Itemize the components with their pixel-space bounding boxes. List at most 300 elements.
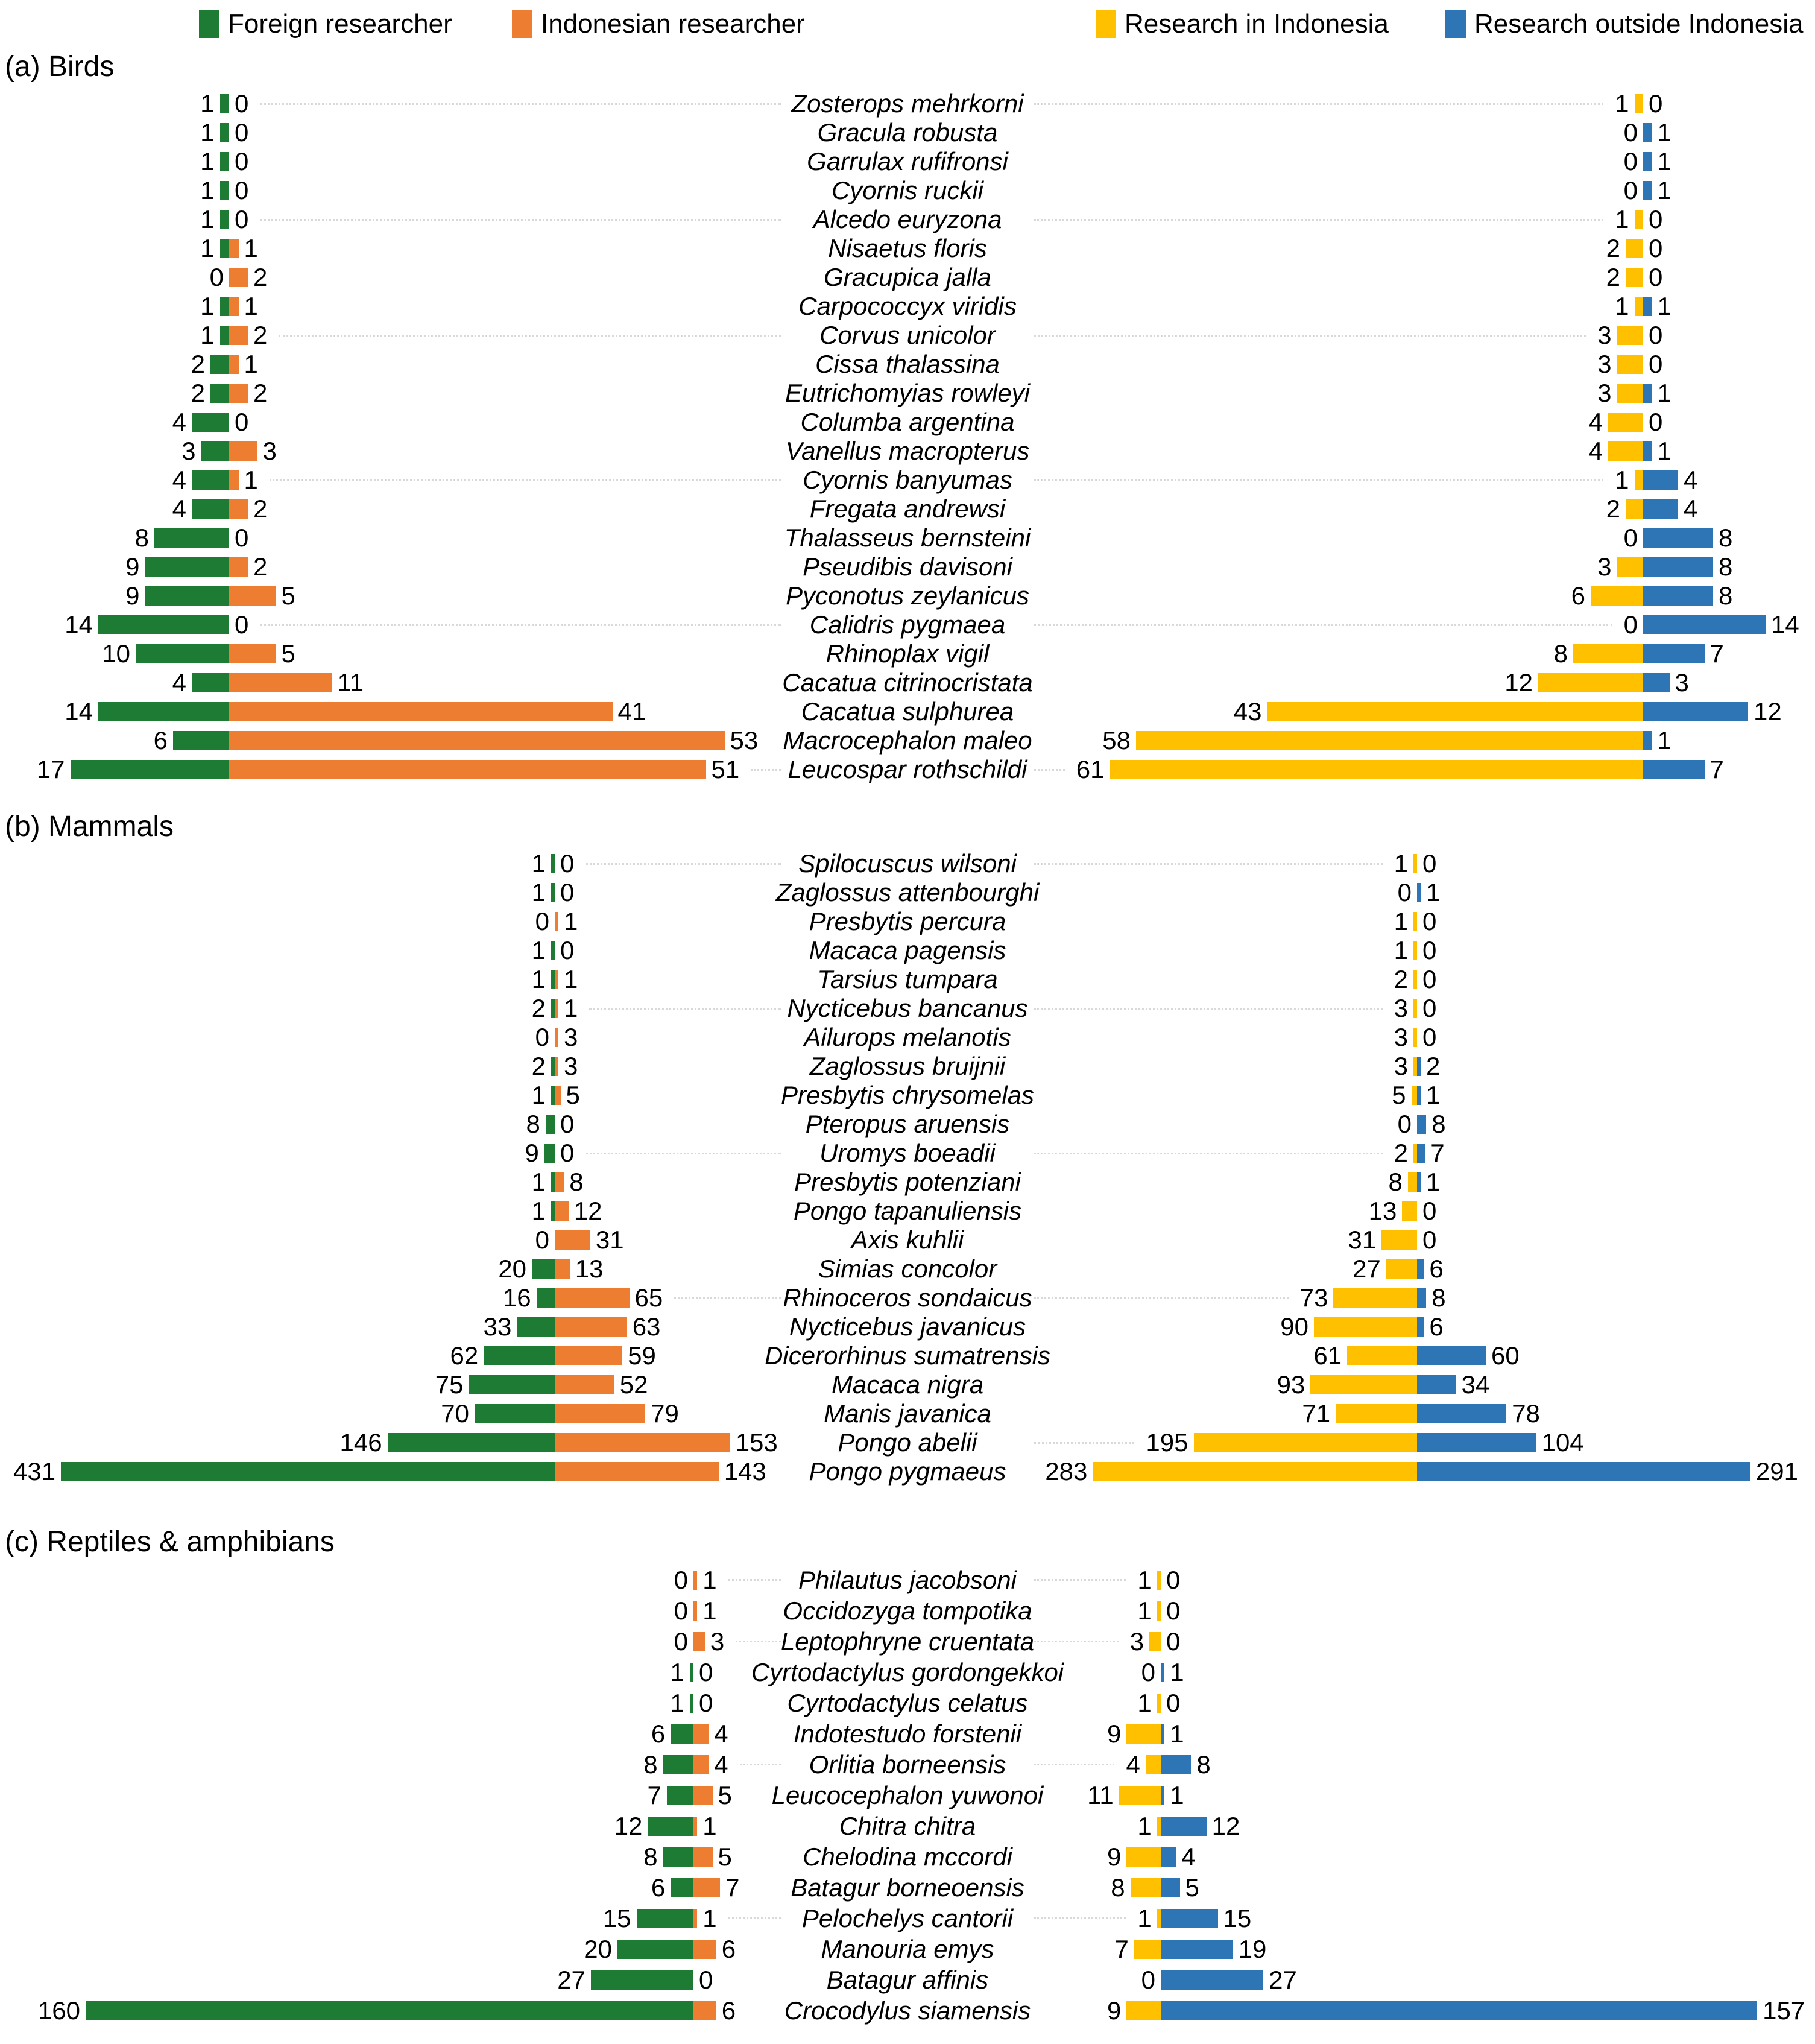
leader-line bbox=[586, 1153, 781, 1154]
researcher-chart bbox=[0, 1370, 787, 1399]
research-outside-indonesia-count: 0 bbox=[1649, 205, 1663, 233]
species-name: Cissa thalassina bbox=[815, 350, 1000, 378]
research-outside-zone bbox=[1643, 176, 1815, 205]
researcher-chart bbox=[0, 610, 787, 639]
species-row bbox=[0, 495, 1815, 524]
research-in-indonesia-count: 0 bbox=[1623, 176, 1638, 204]
foreign-bar bbox=[388, 1433, 555, 1452]
foreign-bar bbox=[671, 1724, 693, 1744]
species-name-cell bbox=[787, 1226, 1028, 1255]
species-row bbox=[0, 147, 1815, 176]
foreign-zone bbox=[0, 1964, 693, 1995]
research-in-indonesia-count: 0 bbox=[1141, 1965, 1155, 1994]
research-location-chart bbox=[1028, 408, 1815, 437]
research-in-indonesia-count: 8 bbox=[1111, 1873, 1125, 1902]
foreign-count: 4 bbox=[172, 466, 186, 494]
panel-reptiles-amphibians bbox=[0, 1526, 1815, 2026]
species-name: Gracula robusta bbox=[817, 118, 998, 147]
research-location-chart bbox=[1028, 524, 1815, 552]
foreign-zone bbox=[0, 581, 229, 610]
foreign-zone bbox=[0, 350, 229, 379]
panel-birds bbox=[0, 51, 1815, 784]
species-name-cell bbox=[787, 1197, 1028, 1226]
leader-line bbox=[751, 769, 781, 771]
species-row bbox=[0, 205, 1815, 234]
indonesian-count: 31 bbox=[595, 1226, 624, 1254]
research-in-indonesia-bar bbox=[1386, 1259, 1417, 1279]
indonesian-zone bbox=[693, 1934, 787, 1964]
research-outside-zone bbox=[1161, 1964, 1815, 1995]
indonesian-zone bbox=[229, 321, 787, 350]
foreign-bar bbox=[220, 210, 230, 229]
foreign-count: 1 bbox=[200, 176, 215, 204]
researcher-chart bbox=[0, 292, 787, 321]
indonesian-count: 11 bbox=[337, 668, 364, 697]
researcher-chart bbox=[0, 1903, 787, 1934]
foreign-zone bbox=[0, 936, 555, 965]
research-outside-indonesia-count: 4 bbox=[1684, 466, 1698, 494]
indonesian-zone bbox=[555, 1283, 787, 1312]
foreign-zone bbox=[0, 1626, 693, 1657]
indonesian-count: 53 bbox=[730, 726, 759, 755]
research-in-zone bbox=[1028, 1903, 1161, 1934]
species-name: Batagur affinis bbox=[826, 1965, 989, 1994]
indonesian-bar bbox=[693, 1909, 697, 1928]
legend-label: Research outside Indonesia bbox=[1474, 9, 1804, 39]
researcher-chart bbox=[0, 878, 787, 907]
indonesian-zone bbox=[693, 1688, 787, 1718]
research-in-indonesia-count: 2 bbox=[1606, 495, 1620, 523]
researcher-chart bbox=[0, 726, 787, 755]
research-location-chart bbox=[1028, 907, 1815, 936]
research-in-indonesia-count: 8 bbox=[1553, 639, 1568, 668]
research-in-indonesia-count: 2 bbox=[1394, 965, 1408, 993]
indonesian-bar bbox=[555, 1086, 561, 1105]
research-in-zone bbox=[1028, 1565, 1161, 1595]
research-location-chart bbox=[1028, 1457, 1815, 1486]
foreign-zone bbox=[0, 639, 229, 668]
indonesian-zone bbox=[229, 610, 787, 639]
research-in-zone bbox=[1028, 1934, 1161, 1964]
research-in-indonesia-count: 1 bbox=[1615, 89, 1629, 118]
researcher-chart bbox=[0, 205, 787, 234]
leader-line bbox=[1034, 1153, 1383, 1154]
indonesian-bar bbox=[229, 355, 239, 374]
research-outside-indonesia-count: 0 bbox=[1422, 849, 1437, 878]
research-in-indonesia-count: 1 bbox=[1394, 849, 1408, 878]
research-in-zone bbox=[1028, 147, 1643, 176]
foreign-count: 1 bbox=[531, 1197, 546, 1225]
indonesian-zone bbox=[229, 755, 787, 784]
mammals-rows bbox=[0, 849, 1815, 1486]
researcher-chart bbox=[0, 1197, 787, 1226]
foreign-zone bbox=[0, 965, 555, 994]
researcher-chart bbox=[0, 321, 787, 350]
research-outside-indonesia-bar bbox=[1417, 1346, 1486, 1365]
researcher-chart bbox=[0, 1565, 787, 1595]
indonesian-count: 5 bbox=[281, 581, 295, 610]
foreign-count: 1 bbox=[200, 89, 215, 118]
research-location-chart bbox=[1028, 755, 1815, 784]
indonesian-bar bbox=[693, 1847, 713, 1867]
foreign-count: 1 bbox=[200, 118, 215, 147]
research-in-zone bbox=[1028, 1370, 1417, 1399]
research-in-indonesia-count: 3 bbox=[1394, 1052, 1408, 1080]
species-name: Corvus unicolor bbox=[819, 321, 996, 349]
research-outside-indonesia-bar bbox=[1643, 528, 1713, 548]
research-outside-zone bbox=[1417, 1052, 1815, 1081]
foreign-zone bbox=[0, 321, 229, 350]
research-in-indonesia-bar bbox=[1573, 644, 1643, 663]
research-outside-indonesia-count: 7 bbox=[1709, 755, 1724, 783]
research-in-zone bbox=[1028, 1081, 1417, 1110]
species-name: Eutrichomyias rowleyi bbox=[784, 379, 1031, 407]
indonesian-count: 1 bbox=[564, 965, 578, 993]
species-name: Pseudibis davisoni bbox=[803, 552, 1012, 581]
researcher-chart bbox=[0, 1399, 787, 1428]
leader-line bbox=[1034, 1297, 1289, 1299]
research-in-zone bbox=[1028, 849, 1417, 878]
indonesian-bar bbox=[229, 731, 725, 750]
research-outside-zone bbox=[1161, 1995, 1815, 2026]
indonesian-bar bbox=[229, 673, 332, 692]
species-name: Cyornis banyumas bbox=[803, 466, 1012, 494]
research-outside-indonesia-count: 1 bbox=[1657, 726, 1671, 755]
indonesian-zone bbox=[555, 1226, 787, 1255]
foreign-bar bbox=[98, 702, 229, 721]
research-outside-zone bbox=[1643, 437, 1815, 466]
research-in-indonesia-count: 9 bbox=[1106, 1719, 1122, 1748]
research-in-indonesia-count: 9 bbox=[1106, 1842, 1122, 1871]
species-name-cell bbox=[780, 1081, 1035, 1110]
species-row bbox=[0, 1168, 1815, 1197]
foreign-bar bbox=[220, 239, 230, 258]
research-location-chart bbox=[1028, 936, 1815, 965]
research-outside-indonesia-bar bbox=[1161, 1970, 1263, 1990]
species-row bbox=[0, 1657, 1815, 1688]
foreign-count: 1 bbox=[200, 292, 215, 320]
research-outside-zone bbox=[1161, 1626, 1815, 1657]
indonesian-count: 1 bbox=[702, 1565, 717, 1594]
research-outside-indonesia-count: 3 bbox=[1675, 668, 1689, 697]
species-row bbox=[0, 118, 1815, 147]
research-outside-indonesia-bar bbox=[1161, 1847, 1176, 1867]
research-location-chart bbox=[1028, 321, 1815, 350]
research-location-chart bbox=[1028, 1312, 1815, 1341]
research-in-indonesia-bar bbox=[1131, 1878, 1161, 1897]
indonesian-count: 3 bbox=[564, 1023, 578, 1051]
indonesian-zone bbox=[229, 668, 787, 697]
indonesian-zone bbox=[555, 1081, 787, 1110]
foreign-zone bbox=[0, 1841, 693, 1872]
research-outside-zone bbox=[1417, 1168, 1815, 1197]
species-row bbox=[0, 350, 1815, 379]
indonesian-count: 0 bbox=[560, 1139, 575, 1167]
indonesian-zone bbox=[555, 1399, 787, 1428]
research-outside-zone bbox=[1417, 1110, 1815, 1139]
indonesian-count: 0 bbox=[235, 610, 249, 639]
research-in-zone bbox=[1028, 321, 1643, 350]
research-in-indonesia-count: 1 bbox=[1137, 1903, 1152, 1932]
foreign-bar bbox=[154, 528, 229, 548]
species-name-cell bbox=[787, 755, 1028, 784]
legend-item-research-outside-indonesia bbox=[1445, 7, 1803, 41]
indonesian-bar bbox=[555, 1317, 627, 1337]
leader-line bbox=[1034, 1579, 1126, 1581]
research-outside-indonesia-count: 0 bbox=[1422, 1023, 1437, 1051]
research-outside-indonesia-bar bbox=[1643, 731, 1652, 750]
researcher-chart bbox=[0, 1428, 787, 1457]
research-in-zone bbox=[1028, 1226, 1417, 1255]
research-outside-indonesia-count: 5 bbox=[1185, 1873, 1199, 1902]
species-name-cell bbox=[787, 907, 1028, 936]
indonesian-count: 1 bbox=[244, 234, 258, 262]
leader-line bbox=[260, 103, 781, 105]
research-in-indonesia-bar bbox=[1126, 1847, 1161, 1867]
research-in-indonesia-count: 1 bbox=[1137, 1596, 1152, 1625]
indonesian-count: 51 bbox=[711, 755, 740, 783]
foreign-zone bbox=[0, 994, 555, 1023]
foreign-bar bbox=[537, 1288, 555, 1308]
research-in-indonesia-count: 0 bbox=[1397, 878, 1412, 907]
species-name: Zaglossus bruijnii bbox=[809, 1052, 1006, 1080]
research-in-indonesia-count: 3 bbox=[1129, 1627, 1144, 1656]
species-name-cell bbox=[787, 965, 1028, 994]
research-outside-zone bbox=[1161, 1811, 1815, 1841]
species-name: Manis javanica bbox=[824, 1399, 991, 1428]
indonesian-bar bbox=[693, 1940, 716, 1959]
research-outside-indonesia-count: 0 bbox=[1422, 1197, 1437, 1225]
species-name-cell bbox=[783, 1595, 1032, 1626]
research-in-zone bbox=[1028, 1052, 1417, 1081]
indonesian-count: 1 bbox=[564, 907, 578, 935]
research-outside-indonesia-count: 1 bbox=[1170, 1657, 1184, 1686]
research-location-chart bbox=[1028, 1081, 1815, 1110]
research-outside-zone bbox=[1417, 1139, 1815, 1168]
species-name: Pongo tapanuliensis bbox=[793, 1197, 1022, 1225]
species-name-cell bbox=[787, 1052, 1028, 1081]
research-in-indonesia-bar bbox=[1608, 441, 1643, 461]
species-row bbox=[0, 610, 1815, 639]
species-name-cell bbox=[787, 1964, 1028, 1995]
research-outside-zone bbox=[1643, 755, 1815, 784]
research-in-zone bbox=[1028, 1428, 1417, 1457]
species-name-cell bbox=[783, 1283, 1032, 1312]
research-outside-indonesia-bar bbox=[1643, 384, 1652, 403]
research-in-indonesia-bar bbox=[1136, 731, 1643, 750]
indonesian-zone bbox=[555, 878, 787, 907]
species-row bbox=[0, 176, 1815, 205]
leader-line bbox=[736, 1641, 781, 1642]
species-name-cell bbox=[787, 1110, 1028, 1139]
research-in-zone bbox=[1028, 1780, 1161, 1811]
research-outside-indonesia-bar bbox=[1643, 702, 1748, 721]
species-name: Chitra chitra bbox=[839, 1811, 976, 1840]
foreign-bar bbox=[637, 1909, 694, 1928]
species-name: Cyrtodactylus celatus bbox=[787, 1688, 1028, 1717]
research-location-chart bbox=[1028, 1718, 1815, 1749]
indonesian-count: 2 bbox=[253, 379, 268, 407]
research-location-chart bbox=[1028, 965, 1815, 994]
researcher-chart bbox=[0, 147, 787, 176]
indonesian-bar bbox=[229, 268, 248, 287]
foreign-zone bbox=[0, 1811, 693, 1841]
foreign-bar bbox=[71, 760, 230, 779]
researcher-chart bbox=[0, 552, 787, 581]
indonesian-zone bbox=[693, 1749, 787, 1780]
foreign-count: 4 bbox=[172, 495, 186, 523]
species-name: Crocodylus siamensis bbox=[784, 1996, 1031, 2025]
research-in-indonesia-count: 0 bbox=[1141, 1657, 1155, 1686]
species-name-cell bbox=[787, 1399, 1028, 1428]
indonesian-zone bbox=[693, 1995, 787, 2026]
research-location-chart bbox=[1028, 1283, 1815, 1312]
indonesian-zone bbox=[229, 89, 787, 118]
indonesian-zone bbox=[229, 495, 787, 524]
indonesian-zone bbox=[693, 1903, 787, 1934]
species-name-cell bbox=[782, 668, 1033, 697]
researcher-chart bbox=[0, 1168, 787, 1197]
species-name-cell bbox=[787, 466, 1028, 495]
foreign-zone bbox=[0, 1688, 693, 1718]
researcher-chart bbox=[0, 263, 787, 292]
foreign-count: 10 bbox=[102, 639, 130, 668]
species-name-cell bbox=[771, 1780, 1044, 1811]
research-in-indonesia-count: 58 bbox=[1102, 726, 1131, 755]
species-row bbox=[0, 1595, 1815, 1626]
foreign-zone bbox=[0, 610, 229, 639]
research-outside-zone bbox=[1161, 1749, 1815, 1780]
species-row bbox=[0, 1626, 1815, 1657]
legend bbox=[0, 7, 1815, 42]
research-outside-indonesia-count: 27 bbox=[1269, 1965, 1297, 1994]
species-name: Nycticebus bancanus bbox=[787, 994, 1028, 1022]
indonesian-bar bbox=[555, 1230, 590, 1250]
research-in-zone bbox=[1028, 1595, 1161, 1626]
species-name: Gracupica jalla bbox=[824, 263, 991, 291]
species-name-cell bbox=[787, 234, 1028, 263]
species-row bbox=[0, 1457, 1815, 1486]
species-name: Fregata andrewsi bbox=[809, 495, 1006, 523]
researcher-chart bbox=[0, 1964, 787, 1995]
panel-title-mammals: (b) Mammals bbox=[5, 811, 174, 843]
foreign-zone bbox=[0, 1283, 555, 1312]
indonesian-zone bbox=[229, 581, 787, 610]
research-in-indonesia-count: 71 bbox=[1302, 1399, 1331, 1428]
research-outside-indonesia-count: 8 bbox=[1431, 1110, 1446, 1138]
research-in-indonesia-bar bbox=[1110, 760, 1644, 779]
species-name: Leucospar rothschildi bbox=[788, 755, 1027, 783]
species-name: Presbytis percura bbox=[809, 907, 1006, 935]
species-row bbox=[0, 1255, 1815, 1283]
research-in-indonesia-count: 3 bbox=[1597, 552, 1612, 581]
species-name-cell bbox=[751, 1657, 1064, 1688]
research-in-zone bbox=[1028, 437, 1643, 466]
species-name: Manouria emys bbox=[821, 1934, 994, 1963]
research-in-zone bbox=[1028, 205, 1643, 234]
research-location-chart bbox=[1028, 147, 1815, 176]
research-outside-indonesia-bar bbox=[1417, 1462, 1750, 1481]
leader-line bbox=[1034, 479, 1603, 481]
research-in-indonesia-count: 12 bbox=[1504, 668, 1533, 697]
research-in-indonesia-count: 283 bbox=[1045, 1457, 1088, 1486]
foreign-zone bbox=[0, 1995, 693, 2026]
indonesian-count: 0 bbox=[235, 524, 249, 552]
research-in-indonesia-bar bbox=[1412, 1086, 1418, 1105]
species-name-cell bbox=[787, 321, 1028, 350]
foreign-count: 8 bbox=[134, 524, 149, 552]
foreign-zone bbox=[0, 1370, 555, 1399]
research-in-indonesia-bar bbox=[1314, 1317, 1417, 1337]
species-name-cell bbox=[787, 408, 1028, 437]
foreign-zone bbox=[0, 1718, 693, 1749]
foreign-count: 3 bbox=[182, 437, 196, 465]
research-in-zone bbox=[1028, 1749, 1161, 1780]
research-location-chart bbox=[1028, 1995, 1815, 2026]
foreign-zone bbox=[0, 89, 229, 118]
foreign-bar bbox=[648, 1817, 693, 1836]
research-outside-indonesia-count: 4 bbox=[1181, 1842, 1196, 1871]
indonesian-bar bbox=[229, 441, 257, 461]
research-outside-indonesia-bar bbox=[1643, 441, 1652, 461]
foreign-count: 62 bbox=[450, 1341, 479, 1370]
research-location-chart bbox=[1028, 1903, 1815, 1934]
species-name: Dicerorhinus sumatrensis bbox=[765, 1341, 1050, 1370]
research-outside-indonesia-bar bbox=[1161, 1909, 1218, 1928]
foreign-count: 1 bbox=[670, 1688, 684, 1717]
species-name: Presbytis chrysomelas bbox=[780, 1081, 1035, 1109]
foreign-bar bbox=[98, 615, 229, 634]
indonesian-zone bbox=[229, 437, 787, 466]
research-in-indonesia-bar bbox=[1538, 673, 1643, 692]
research-outside-zone bbox=[1417, 1341, 1815, 1370]
foreign-count: 146 bbox=[339, 1428, 382, 1457]
foreign-count: 1 bbox=[531, 936, 546, 964]
research-in-zone bbox=[1028, 1872, 1161, 1903]
research-location-chart bbox=[1028, 1964, 1815, 1995]
species-row bbox=[0, 1052, 1815, 1081]
indonesian-zone bbox=[229, 639, 787, 668]
leader-line bbox=[586, 863, 781, 865]
species-row bbox=[0, 524, 1815, 552]
research-outside-zone bbox=[1161, 1903, 1815, 1934]
species-name: Vanellus macropterus bbox=[785, 437, 1030, 465]
foreign-zone bbox=[0, 1081, 555, 1110]
species-name-cell bbox=[787, 205, 1028, 234]
foreign-zone bbox=[0, 1780, 693, 1811]
indonesian-bar bbox=[555, 1433, 730, 1452]
research-location-chart bbox=[1028, 495, 1815, 524]
foreign-zone bbox=[0, 1110, 555, 1139]
species-row bbox=[0, 1428, 1815, 1457]
research-location-chart bbox=[1028, 1139, 1815, 1168]
leader-line bbox=[740, 1764, 781, 1765]
research-location-chart bbox=[1028, 878, 1815, 907]
indonesian-zone bbox=[555, 1023, 787, 1052]
research-outside-indonesia-count: 1 bbox=[1657, 437, 1671, 465]
species-name: Pongo pygmaeus bbox=[809, 1457, 1006, 1486]
research-in-indonesia-count: 0 bbox=[1623, 147, 1638, 176]
foreign-count: 8 bbox=[643, 1750, 658, 1779]
researcher-chart bbox=[0, 1255, 787, 1283]
research-in-indonesia-count: 6 bbox=[1571, 581, 1585, 610]
researcher-chart bbox=[0, 408, 787, 437]
indonesian-zone bbox=[229, 350, 787, 379]
species-name: Leucocephalon yuwonoi bbox=[771, 1780, 1044, 1809]
indonesian-bar bbox=[555, 1028, 558, 1047]
foreign-zone bbox=[0, 147, 229, 176]
research-in-indonesia-count: 3 bbox=[1597, 379, 1612, 407]
